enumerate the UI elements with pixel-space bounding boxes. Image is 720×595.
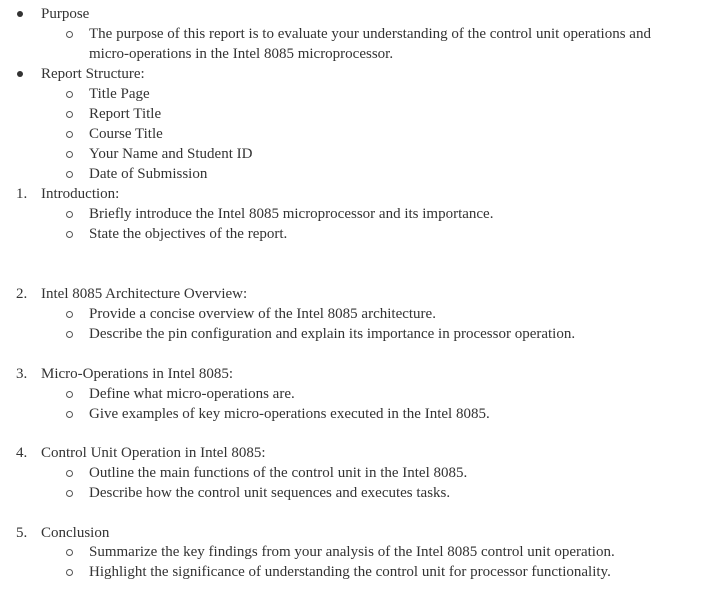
section-heading: Introduction: <box>41 186 120 202</box>
purpose-text-continued: micro-operations in the Intel 8085 microprocessor. <box>89 46 394 62</box>
circle-bullet-icon <box>66 91 73 98</box>
circle-bullet-icon <box>66 490 73 497</box>
section-heading: Conclusion <box>41 525 110 541</box>
section-item: Provide a concise overview of the Intel 8085 architecture. <box>89 306 436 322</box>
circle-bullet-icon <box>66 231 73 238</box>
circle-bullet-icon <box>66 111 73 118</box>
section-item: Define what micro-operations are. <box>89 386 295 402</box>
section-item: Highlight the significance of understanding the control unit for processor functionality. <box>89 564 611 580</box>
structure-heading: Report Structure: <box>41 66 145 82</box>
section-number: 3. <box>16 366 28 382</box>
structure-item: Title Page <box>89 86 150 102</box>
section-heading: Micro-Operations in Intel 8085: <box>41 366 234 382</box>
circle-bullet-icon <box>66 311 73 318</box>
circle-bullet-icon <box>66 171 73 178</box>
circle-bullet-icon <box>66 331 73 338</box>
structure-item: Report Title <box>89 106 162 122</box>
structure-item: Course Title <box>89 126 163 142</box>
structure-item: Your Name and Student ID <box>89 146 253 162</box>
circle-bullet-icon <box>66 151 73 158</box>
section-item: Describe how the control unit sequences and executes tasks. <box>89 485 451 501</box>
section-item: State the objectives of the report. <box>89 226 288 242</box>
purpose-text: The purpose of this report is to evaluate your understanding of the control unit operations and <box>89 26 651 42</box>
section-item: Briefly introduce the Intel 8085 microprocessor and its importance. <box>89 206 494 222</box>
circle-bullet-icon <box>66 411 73 418</box>
circle-bullet-icon <box>66 549 73 556</box>
circle-bullet-icon <box>66 211 73 218</box>
section-item: Outline the main functions of the control unit in the Intel 8085. <box>89 465 468 481</box>
section-heading: Intel 8085 Architecture Overview: <box>41 286 248 302</box>
section-number: 5. <box>16 525 28 541</box>
circle-bullet-icon <box>66 131 73 138</box>
circle-bullet-icon <box>66 470 73 477</box>
bullet-icon <box>17 71 23 77</box>
bullet-icon <box>17 11 23 17</box>
purpose-heading: Purpose <box>41 6 90 22</box>
section-item: Summarize the key findings from your analysis of the Intel 8085 control unit operation. <box>89 544 615 560</box>
section-item: Describe the pin configuration and explain its importance in processor operation. <box>89 326 576 342</box>
circle-bullet-icon <box>66 569 73 576</box>
section-item: Give examples of key micro-operations executed in the Intel 8085. <box>89 406 490 422</box>
structure-item: Date of Submission <box>89 166 208 182</box>
section-number: 1. <box>16 186 28 202</box>
section-heading: Control Unit Operation in Intel 8085: <box>41 445 266 461</box>
circle-bullet-icon <box>66 391 73 398</box>
section-number: 2. <box>16 286 28 302</box>
section-number: 4. <box>16 445 28 461</box>
circle-bullet-icon <box>66 31 73 38</box>
